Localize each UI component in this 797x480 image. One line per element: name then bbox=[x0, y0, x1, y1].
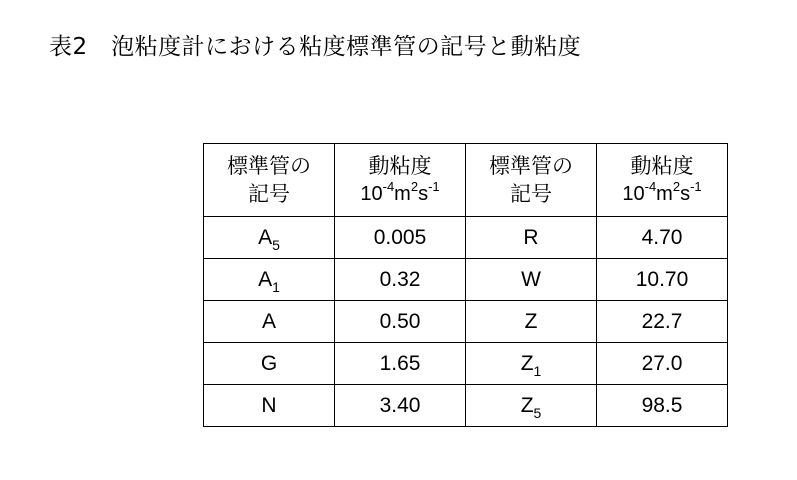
header-symbol-1 bbox=[204, 144, 335, 217]
header-viscosity-unit: $10^{-4}m^2s^{-1}$ bbox=[622, 179, 702, 205]
table-row bbox=[204, 385, 728, 427]
header-viscosity-line1: 動粘度 bbox=[630, 154, 694, 178]
table-caption: 表2 泡粘度計における粘度標準管の記号と動粘度 bbox=[49, 34, 582, 60]
symbol-cell: N bbox=[204, 385, 335, 427]
symbol-cell: $Z_5$ bbox=[466, 385, 597, 427]
symbol-cell: $Z_1$ bbox=[466, 343, 597, 385]
viscosity-cell: 0.50 bbox=[335, 301, 466, 343]
table-header-row bbox=[204, 144, 728, 217]
viscosity-cell: 22.7 bbox=[597, 301, 728, 343]
header-viscosity-2 bbox=[597, 144, 728, 217]
viscosity-cell: 1.65 bbox=[335, 343, 466, 385]
viscosity-cell: 98.5 bbox=[597, 385, 728, 427]
symbol-cell: $A_5$ bbox=[204, 217, 335, 259]
viscosity-cell: 4.70 bbox=[597, 217, 728, 259]
header-symbol-2 bbox=[466, 144, 597, 217]
symbol-cell: W bbox=[466, 259, 597, 301]
table-row bbox=[204, 259, 728, 301]
table-row bbox=[204, 217, 728, 259]
symbol-cell: G bbox=[204, 343, 335, 385]
viscosity-cell: 10.70 bbox=[597, 259, 728, 301]
viscosity-standard-tube-table bbox=[203, 143, 728, 427]
table-row bbox=[204, 301, 728, 343]
symbol-cell: $A_1$ bbox=[204, 259, 335, 301]
header-symbol-line1: 標準管の bbox=[227, 154, 311, 178]
symbol-cell: R bbox=[466, 217, 597, 259]
header-viscosity-line1: 動粘度 bbox=[368, 154, 432, 178]
header-symbol-line2: 記号 bbox=[248, 182, 290, 206]
header-viscosity-1 bbox=[335, 144, 466, 217]
viscosity-cell: 27.0 bbox=[597, 343, 728, 385]
header-symbol-line2: 記号 bbox=[510, 182, 552, 206]
header-viscosity-unit: $10^{-4}m^2s^{-1}$ bbox=[360, 179, 440, 205]
symbol-cell: Z bbox=[466, 301, 597, 343]
symbol-cell: A bbox=[204, 301, 335, 343]
viscosity-cell: 0.32 bbox=[335, 259, 466, 301]
table-row bbox=[204, 343, 728, 385]
viscosity-cell: 3.40 bbox=[335, 385, 466, 427]
viscosity-cell: 0.005 bbox=[335, 217, 466, 259]
header-symbol-line1: 標準管の bbox=[489, 154, 573, 178]
